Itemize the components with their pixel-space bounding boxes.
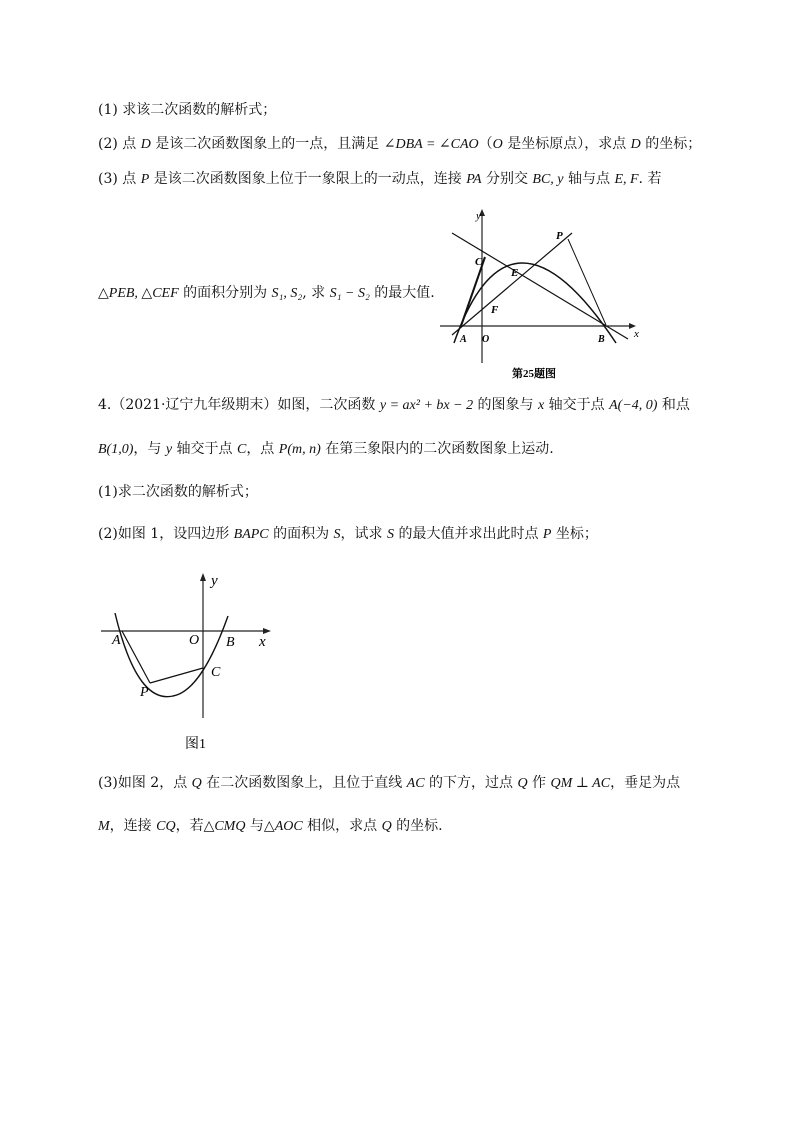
p4-line2-text-a: ，与 <box>133 441 166 457</box>
p4-S: S <box>333 527 341 542</box>
p3-part2-text-d: 是坐标原点），求点 <box>502 136 631 152</box>
p4-line2-text-c: ，点 <box>246 441 279 457</box>
p4-part3-text-d: 作 <box>527 775 551 791</box>
p3-part2-D2: D <box>630 137 641 152</box>
p3-part3-BCy: BC, y <box>532 172 564 187</box>
p3-part3-EF: E, F <box>614 172 639 187</box>
p3-part3-text-e: . 若 <box>638 171 662 187</box>
p3-part2-text-e: 的坐标； <box>640 136 702 152</box>
fig1-parabola <box>115 613 228 697</box>
p3-part1-text: (1) 求该二次函数的解析式； <box>98 102 277 118</box>
p4-y-axis-name: y <box>165 442 173 457</box>
fig25-label-A: A <box>460 334 467 345</box>
p3-part3-PA: PA <box>466 172 482 187</box>
fig25-segment-PB <box>568 239 606 325</box>
fig1-caption: 图1 <box>185 737 206 752</box>
p4-quad-BAPC: BAPC <box>233 527 269 542</box>
p4-part3 <box>98 774 680 793</box>
fig25-caption: 第25题图 <box>512 368 556 380</box>
fig25-label-x: x <box>634 328 639 340</box>
p4-function: y = ax² + bx − 2 <box>379 398 474 413</box>
p4-line2-text-d: 在第三象限内的二次函数图象上运动. <box>320 441 554 457</box>
p4-point-C: C <box>236 442 247 457</box>
p3-part3-text-b: 是该二次函数图象上位于一象限上的一动点，连接 <box>149 171 467 187</box>
p4-intro-text-c: 轴交于点 <box>544 397 610 413</box>
p3-line2-text-c: , 求 <box>302 285 330 301</box>
p4-part2 <box>98 525 598 544</box>
fig1-label-A: A <box>112 633 121 648</box>
p4-part3-CQ: CQ <box>156 819 176 834</box>
p3-line2-text-b: 的面积分别为 <box>178 285 272 301</box>
p3-part3-text-c: 分别交 <box>481 171 533 187</box>
p4-part3-text-b: 在二次函数图象上，且位于直线 <box>201 775 407 791</box>
fig1-label-C: C <box>211 665 221 680</box>
p4-part2-text-d: 的最大值并求出此时点 <box>394 526 543 542</box>
fig1-segment-AP <box>122 631 150 683</box>
p4-part3-text-e: ，垂足为点 <box>610 775 681 791</box>
p4-part3-Q: Q <box>191 776 202 791</box>
p4-triangle-CMQ: △CMQ <box>203 819 246 834</box>
p3-part2-D: D <box>140 137 151 152</box>
p4-part3-line2 <box>98 817 443 836</box>
fig25-label-F: F <box>491 304 499 316</box>
p4-part3-line2-text-e: 的坐标. <box>391 818 443 834</box>
p4-part3-line2-text-d: 相似，求点 <box>302 818 382 834</box>
p4-part3-line2-text-a: ，连接 <box>109 818 157 834</box>
p4-intro <box>98 396 690 415</box>
p4-part3-line2-text-b: ，若 <box>175 818 204 834</box>
p4-x-axis-name: x <box>537 398 545 413</box>
p3-part3-text-a: (3) 点 <box>98 171 141 187</box>
p4-point-A: A(−4, 0) <box>609 398 658 413</box>
p4-line2-text-b: 轴交于点 <box>172 441 237 457</box>
p4-point-B: B(1,0) <box>98 442 134 457</box>
p4-intro-text-d: 和点 <box>657 397 690 413</box>
p3-part2-text-a: (2) 点 <box>98 136 141 152</box>
p4-part3-text-a: (3)如图 2，点 <box>98 775 192 791</box>
figure-1 <box>95 568 285 753</box>
p4-part3-AC: AC <box>406 776 425 791</box>
figure-25 <box>430 203 645 383</box>
p4-part2-text-c: ，试求 <box>340 526 387 542</box>
p4-part3-line2-text-c: 与 <box>245 818 264 834</box>
p4-part3-text-c: 的下方，过点 <box>424 775 518 791</box>
p3-part2 <box>98 135 701 154</box>
fig1-label-y: y <box>211 573 218 589</box>
p4-triangle-AOC: △AOC <box>263 819 303 834</box>
p3-part3-P: P <box>140 172 150 187</box>
fig1-label-P: P <box>140 685 149 700</box>
p3-part3 <box>98 170 661 189</box>
p4-part3-M: M <box>98 819 110 834</box>
p4-part2-text-e: 坐标； <box>551 526 598 542</box>
p3-part2-text-c: （ <box>478 136 493 152</box>
p4-point-P: P(m, n) <box>278 442 321 457</box>
fig25-line-AP <box>452 233 572 335</box>
p3-triangles: △PEB, △CEF <box>98 286 179 301</box>
p3-area-diff: S₁ − S₂ <box>329 286 370 301</box>
p3-line2-text-d: 的最大值. <box>369 285 435 301</box>
p4-part2-text-b: 的面积为 <box>268 526 334 542</box>
p4-intro-line2 <box>98 440 554 459</box>
p4-part2-P: P <box>542 527 552 542</box>
fig25-label-P: P <box>556 230 563 242</box>
p4-intro-text-b: 的图象与 <box>473 397 538 413</box>
fig25-label-E: E <box>511 267 519 279</box>
p4-part1-text: (1)求二次函数的解析式； <box>98 484 258 500</box>
p3-part2-text-b: 是该二次函数图象上的一点，且满足 <box>150 136 384 152</box>
p3-part3-line2 <box>98 284 435 303</box>
p3-part3-text-d: 轴与点 <box>563 171 615 187</box>
fig1-label-B: B <box>226 635 235 650</box>
p4-intro-text-a: 4.（2021·辽宁九年级期末）如图，二次函数 <box>98 397 380 413</box>
fig25-label-y: y <box>476 210 481 222</box>
fig1-label-x: x <box>259 634 266 650</box>
fig25-label-B: B <box>598 334 605 345</box>
p3-part2-O: O <box>492 137 503 152</box>
p4-part3-Q2: Q <box>517 776 528 791</box>
p3-part2-angle-eq: ∠DBA = ∠CAO <box>383 137 479 152</box>
fig1-label-O: O <box>189 633 200 648</box>
p4-part2-text-a: (2)如图 1，设四边形 <box>98 526 234 542</box>
p3-areas: S₁, S₂ <box>271 286 303 301</box>
fig25-line-BC <box>452 233 628 339</box>
p4-part3-QM-perp: QM ⊥ AC <box>550 776 611 791</box>
p4-part1 <box>98 483 258 501</box>
p4-part3-line2-Q: Q <box>381 819 392 834</box>
fig1-y-arrow <box>200 573 206 581</box>
p3-part1 <box>98 101 276 119</box>
p4-S2: S <box>387 527 394 542</box>
fig25-label-C: C <box>475 256 483 268</box>
fig25-label-O: O <box>482 334 490 345</box>
